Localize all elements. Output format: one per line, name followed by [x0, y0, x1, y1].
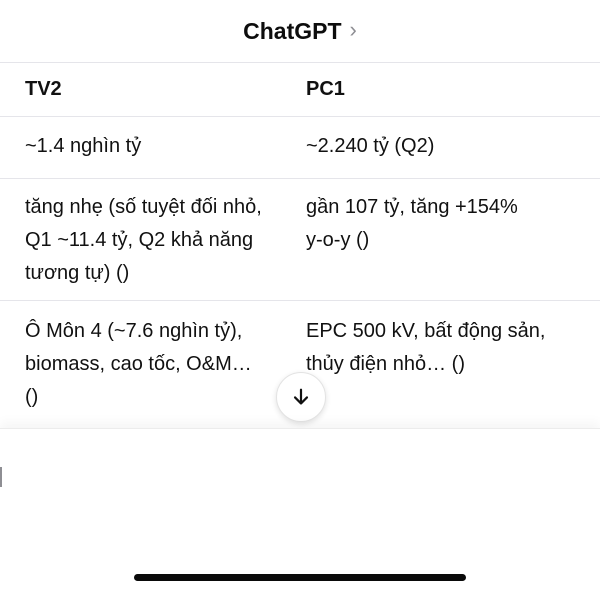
- table-cell: Ô Môn 4 (~7.6 nghìn tỷ), biomass, cao tốc, O&M… (): [25, 320, 252, 408]
- table-cell: EPC 500 kV, bất động sản, thủy điện nhỏ… (): [306, 320, 546, 375]
- composer-panel[interactable]: [0, 428, 600, 600]
- arrow-down-icon: [290, 386, 312, 408]
- home-indicator[interactable]: [134, 574, 466, 581]
- text-caret: [0, 467, 2, 487]
- table-cell: gần 107 tỷ, tăng +154% y-o-y (): [306, 196, 518, 251]
- model-selector[interactable]: [243, 18, 357, 45]
- chevron-right-icon: ›: [349, 17, 357, 42]
- table-row: [0, 178, 600, 301]
- table-header-cell: PC1: [306, 78, 345, 100]
- table-cell: ~2.240 tỷ (Q2): [306, 135, 435, 157]
- table-cell: tăng nhẹ (số tuyệt đối nhỏ, Q1 ~11.4 tỷ, Q2 khả năng tương tự) (): [25, 196, 262, 284]
- nav-header: [0, 0, 600, 62]
- table-header-row: [0, 62, 600, 117]
- table-header-cell: TV2: [25, 78, 62, 100]
- table-cell: ~1.4 nghìn tỷ: [25, 135, 142, 157]
- app-title: ChatGPT: [243, 17, 342, 44]
- scroll-to-bottom-button[interactable]: [276, 372, 326, 422]
- table-row: [0, 116, 600, 179]
